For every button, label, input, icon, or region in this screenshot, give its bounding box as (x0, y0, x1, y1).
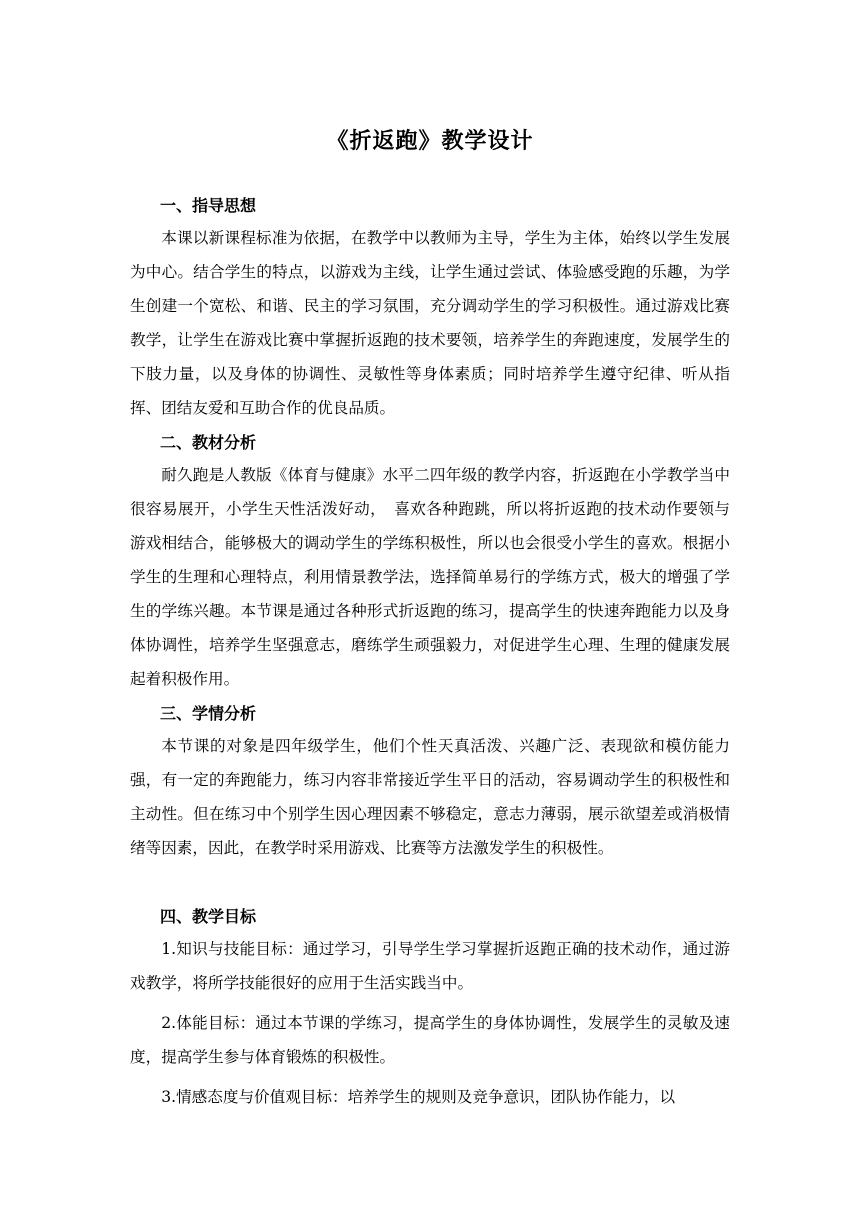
document-title: 《折返跑》教学设计 (326, 129, 534, 154)
section-heading-teaching-objectives: 四、教学目标 (160, 907, 257, 926)
paragraph-material-analysis: 耐久跑是人教版《体育与健康》水平二四年级的教学内容，折返跑在小学教学当中很容易展开，小学生天性活泼好动， 喜欢各种跑跳，所以将折返跑的技术动作要领与游戏相结合，能够极大的调动学生的学练积极性，所以也会很受小学生的喜欢。根据小学生的生理和心理特点，利用情景教学法，选择简单易行的学练方式，极大的增强了学生的学练兴趣。本节课是通过各种形式折返跑的练习，提高学生的快速奔跑能力以及身体协调性，培养学生坚强意志，磨练学生顽强毅力，对促进学生心理、生理的健康发展起着积极作用。 (130, 466, 730, 688)
section-heading-guiding-ideology: 一、指导思想 (160, 196, 257, 215)
paragraph-guiding-ideology: 本课以新课程标准为依据，在教学中以教师为主导，学生为主体，始终以学生发展为中心。结合学生的特点，以游戏为主线，让学生通过尝试、体验感受跑的乐趣，为学生创建一个宽松、和谐、民主的学习氛围，充分调动学生的学习积极性。通过游戏比赛教学，让学生在游戏比赛中掌握折返跑的技术要领，培养学生的奔跑速度，发展学生的下肢力量，以及身体的协调性、灵敏性等身体素质；同时培养学生遵守纪律、听从指挥、团结友爱和互助合作的优良品质。 (130, 229, 730, 417)
section-heading-student-analysis: 三、学情分析 (160, 704, 257, 723)
section-heading-material-analysis: 二、教材分析 (160, 433, 257, 452)
objective-knowledge-skills: 1.知识与技能目标：通过学习，引导学生学习掌握折返跑正确的技术动作，通过游戏教学，将所学技能很好的应用于生活实践当中。 (130, 940, 730, 992)
objective-emotion-values: 3.情感态度与价值观目标：培养学生的规则及竞争意识，团队协作能力，以 (161, 1088, 676, 1106)
objective-physical-fitness: 2.体能目标：通过本节课的学练习，提高学生的身体协调性，发展学生的灵敏及速度，提高学生参与体育锻炼的积极性。 (130, 1014, 730, 1066)
paragraph-student-analysis: 本节课的对象是四年级学生，他们个性天真活泼、兴趣广泛、表现欲和模仿能力强，有一定的奔跑能力，练习内容非常接近学生平日的活动，容易调动学生的积极性和主动性。但在练习中个别学生因心理因素不够稳定，意志力薄弱，展示欲望差或消极情绪等因素，因此，在教学时采用游戏、比赛等方法激发学生的积极性。 (130, 737, 730, 857)
